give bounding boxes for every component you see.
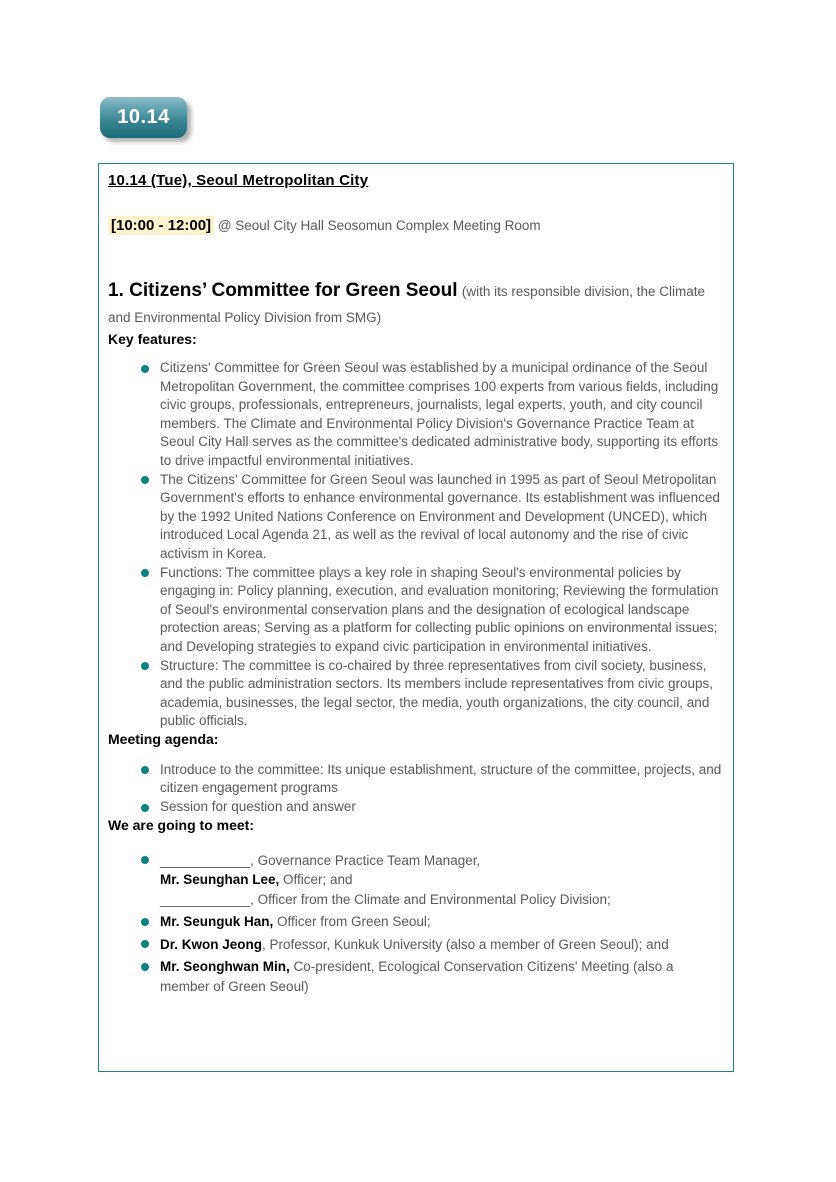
person-name: Mr. Seunghan Lee, <box>160 872 280 888</box>
list-item <box>141 564 724 657</box>
section-title: 1. Citizens’ Committee for Green Seoul <box>108 280 458 301</box>
person-role: Co-president, Ecological Conservation Citizens' Meeting (also a member of Green Seoul) <box>160 959 674 994</box>
meet-line <box>160 890 724 910</box>
person-role: ____________, Governance Practice Team Manager, <box>160 852 481 868</box>
key-features-heading: Key features: <box>108 331 197 347</box>
meet-line <box>160 912 724 932</box>
section-subtitle: (with its responsible division, the Climate and Environmental Policy Division from SMG) <box>108 284 706 325</box>
bullet-icon <box>141 365 149 373</box>
date-tab-badge <box>100 97 187 138</box>
bullet-icon <box>141 940 149 948</box>
date-badge-label: 10.14 <box>117 106 170 128</box>
meet-line <box>160 957 724 996</box>
schedule-row <box>108 216 724 236</box>
meet-list <box>108 851 724 997</box>
document-title: 10.14 (Tue), Seoul Metropolitan City <box>108 172 369 189</box>
list-item <box>141 935 724 955</box>
person-name: Dr. Kwon Jeong <box>160 936 263 952</box>
bullet-icon <box>141 804 149 812</box>
meet-line <box>160 935 724 955</box>
section-heading <box>108 278 724 331</box>
list-item <box>141 957 724 996</box>
meeting-agenda-list <box>108 761 724 817</box>
person-role: Officer from Green Seoul; <box>273 914 431 930</box>
bullet-icon <box>141 856 149 864</box>
meet-line <box>160 851 724 871</box>
bullet-icon <box>141 918 149 926</box>
bullet-icon <box>141 963 149 971</box>
list-item <box>141 471 724 564</box>
person-name: Mr. Seonghwan Min, <box>160 959 290 975</box>
list-item-text: Citizens' Committee for Green Seoul was established by a municipal ordinance of the Seoul Metropolitan Government, the committee comprises 100 experts from various fields, including civic groups, professionals, entrepreneurs, journalists, legal experts, youth, and city council members. The Climate and Environmental Policy Division's Governance Practice Team at Seoul City Hall serves as the committee's dedicated administrative body, supporting its efforts to drive impactful environmental initiatives. <box>160 360 719 468</box>
bullet-icon <box>141 476 149 484</box>
key-features-list <box>108 359 724 731</box>
list-item-text: The Citizens' Committee for Green Seoul was launched in 1995 as part of Seoul Metropolitan Government's efforts to enhance environmental governance. Its establishment was influenced by the 1992 United Nations Conference on Environment and Development (UNCED), which introduced Local Agenda 21, as well as the revival of local autonomy and the rise of civic activism in Korea. <box>160 471 720 561</box>
bullet-icon <box>141 662 149 670</box>
person-role: ____________, Officer from the Climate and Environmental Policy Division; <box>160 891 611 907</box>
bullet-icon <box>141 569 149 577</box>
list-item-text: Session for question and answer <box>160 799 356 815</box>
list-item-text: Introduce to the committee: Its unique establishment, structure of the committee, projects, and citizen engagement programs <box>160 761 722 796</box>
list-item-text: Structure: The committee is co-chaired by three representatives from civil society, business, and the public administration sectors. Its members include representatives from civic groups, academia, businesses, the legal sector, the media, youth organizations, the city council, and public officials. <box>160 657 713 729</box>
location-text: @ Seoul City Hall Seosomun Complex Meeting Room <box>217 218 541 233</box>
list-item <box>141 359 724 471</box>
list-item <box>141 761 724 798</box>
meeting-agenda-heading: Meeting agenda: <box>108 730 219 747</box>
time-range-highlight: [10:00 - 12:00] <box>108 216 214 235</box>
list-item <box>141 912 724 932</box>
meet-line <box>160 870 724 890</box>
person-role: , Professor, Kunkuk University (also a member of Green Seoul); and <box>262 936 669 952</box>
list-item <box>141 657 724 731</box>
meet-heading: We are going to meet: <box>108 816 254 833</box>
bullet-icon <box>141 766 149 774</box>
list-item <box>141 798 724 817</box>
person-role: Officer; and <box>279 872 353 888</box>
list-item-text: Functions: The committee plays a key role in shaping Seoul's environmental policies by engaging in: Policy planning, execution, and evaluation monitoring; Reviewing the formulation of Seoul's environmental conservation plans and the designation of ecological landscape protection areas; Serving as a platform for collecting public opinions on environmental issues; and Developing strategies to expand civic participation in environmental initiatives. <box>160 564 719 654</box>
person-name: Mr. Seunguk Han, <box>160 914 274 930</box>
list-item <box>141 851 724 910</box>
schedule-card <box>98 163 734 1072</box>
